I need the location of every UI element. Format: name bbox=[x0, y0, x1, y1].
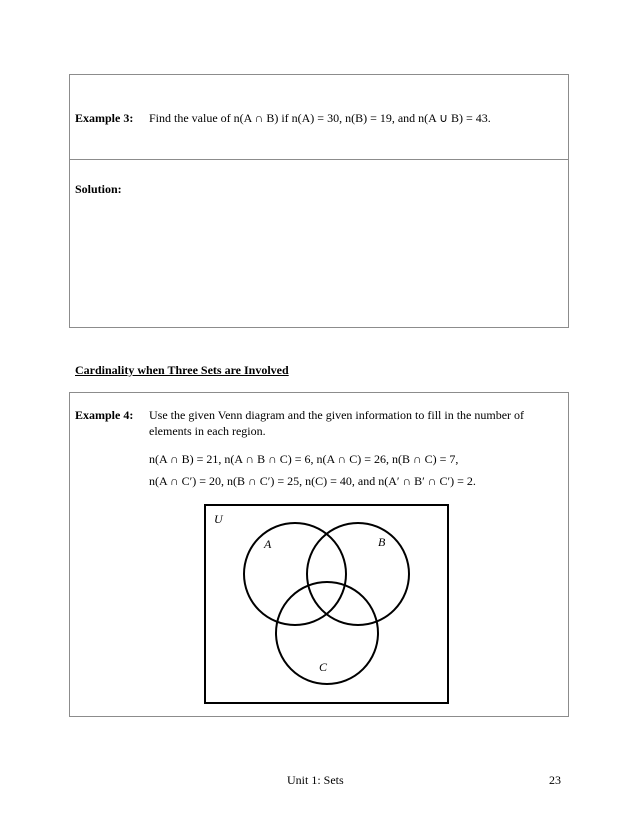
section-heading: Cardinality when Three Sets are Involved bbox=[75, 363, 289, 377]
example4-given1: n(A ∩ B) = 21, n(A ∩ B ∩ C) = 6, n(A ∩ C) = 26, n(B ∩ C) = 7, bbox=[149, 452, 459, 466]
footer-page-number: 23 bbox=[549, 773, 561, 787]
venn-universe-label: U bbox=[214, 512, 223, 526]
venn-set-a-label: A bbox=[264, 537, 272, 551]
example3-label: Example 3: bbox=[75, 111, 134, 125]
example4-line2: elements in each region. bbox=[149, 424, 266, 438]
solution-box bbox=[69, 159, 569, 328]
venn-set-c-label: C bbox=[319, 660, 328, 674]
venn-set-b-label: B bbox=[378, 535, 386, 549]
example4-line1: Use the given Venn diagram and the given information to fill in the number of bbox=[149, 408, 525, 422]
example4-given2: n(A ∩ C′) = 20, n(B ∩ C′) = 25, n(C) = 40, and n(A′ ∩ B′ ∩ C′) = 2. bbox=[149, 474, 476, 488]
example3-text: Find the value of n(A ∩ B) if n(A) = 30, n(B) = 19, and n(A ∪ B) = 43. bbox=[149, 111, 491, 125]
example4-label: Example 4: bbox=[75, 408, 134, 422]
solution-label: Solution: bbox=[75, 182, 122, 196]
example4-box bbox=[69, 392, 569, 717]
footer-title: Unit 1: Sets bbox=[287, 773, 344, 787]
